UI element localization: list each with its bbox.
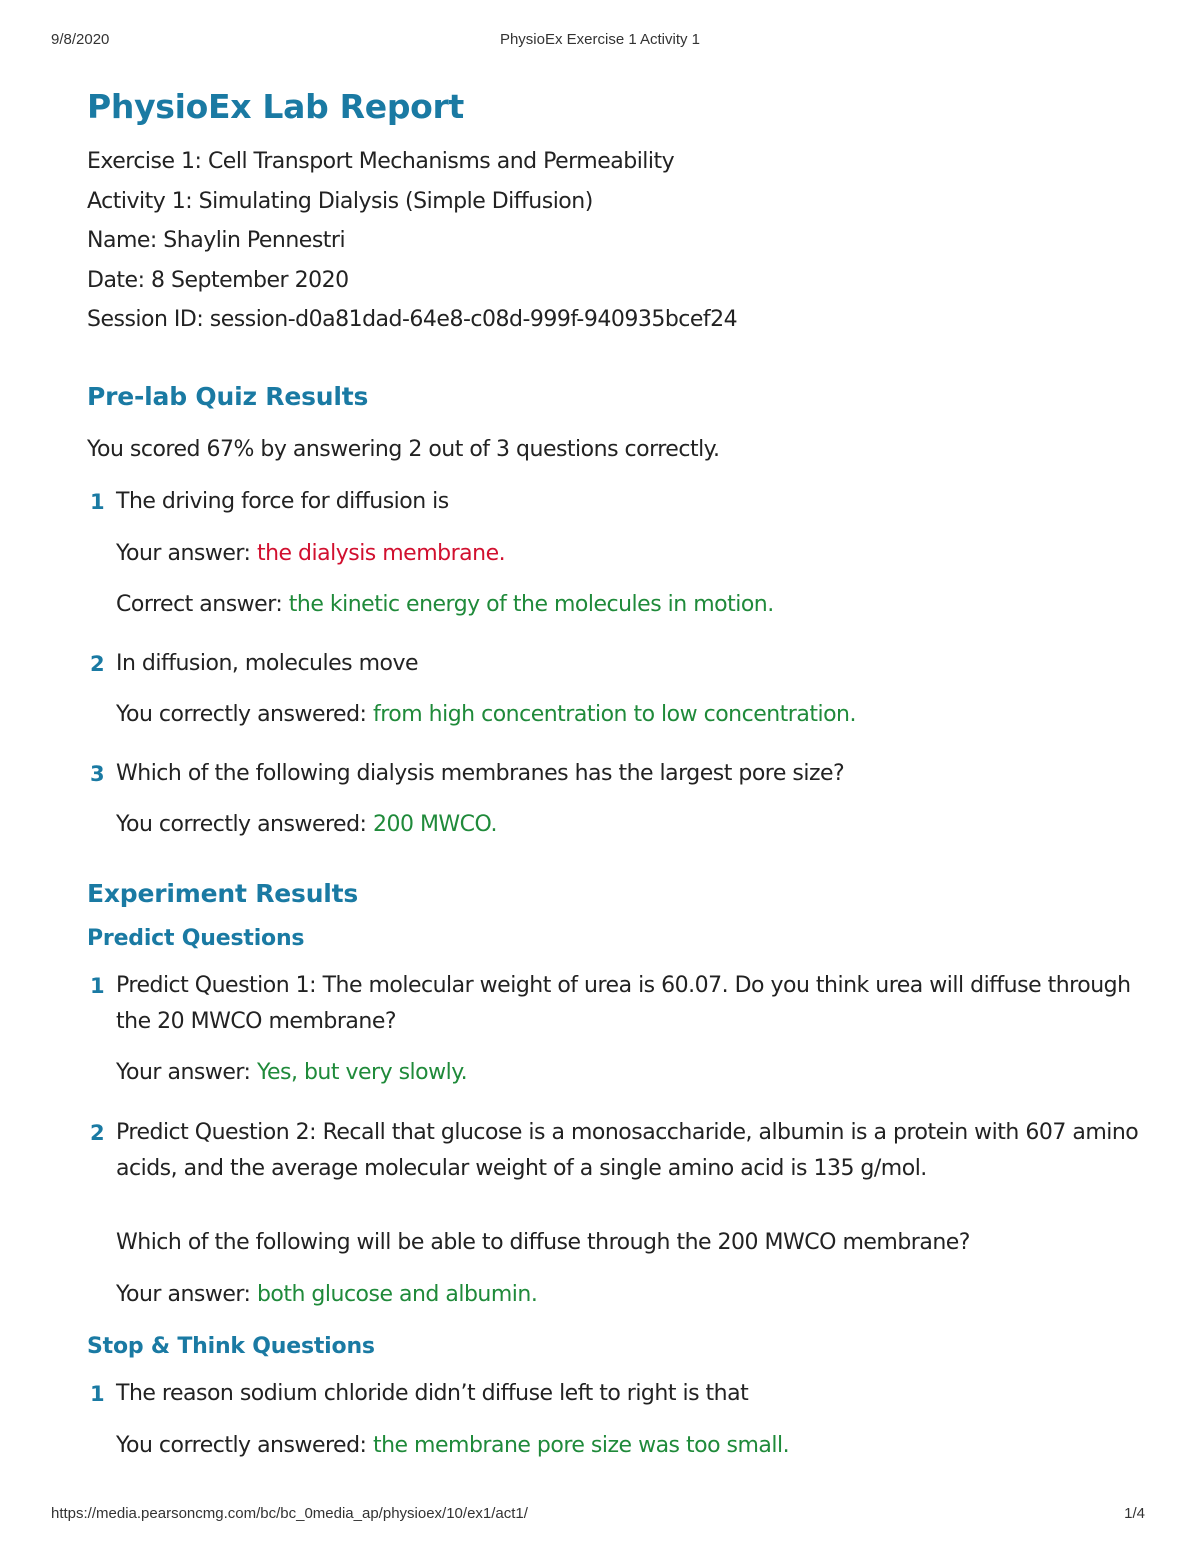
prelab-question-2 (87, 646, 1166, 682)
experiment-section (87, 879, 1137, 908)
answer-label: Correct answer: (116, 592, 289, 617)
date-line: Date: 8 September 2020 (87, 267, 349, 293)
answer-label: Your answer: (116, 1060, 257, 1085)
print-title: PhysioEx Exercise 1 Activity 1 (499, 31, 701, 48)
name-line: Name: Shaylin Pennestri (87, 228, 346, 253)
correct-answer-text: 200 MWCO. (372, 812, 497, 837)
question-followup: Which of the following will be able to diffuse through the 200 MWCO membrane? (116, 1230, 970, 1255)
question-number: 1 (90, 1382, 105, 1406)
print-header (0, 31, 1200, 51)
answer-label: You correctly answered: (116, 812, 373, 837)
question-text: Predict Question 1: The molecular weight of urea is 60.07. Do you think urea will diffuse through the 20 MWCO membrane? (116, 973, 1131, 1034)
lab-report (87, 84, 1137, 340)
page-title: PhysioEx Lab Report (87, 87, 464, 126)
answer-label: Your answer: (116, 541, 257, 566)
print-footer (0, 1505, 1200, 1525)
question-number: 3 (90, 762, 105, 786)
question-number: 2 (90, 1121, 105, 1145)
question-text: The driving force for diffusion is (116, 489, 449, 514)
correctly-answered (87, 807, 1166, 843)
stop-think-heading: Stop & Think Questions (87, 1334, 375, 1359)
exercise-line: Exercise 1: Cell Transport Mechanisms and Permeability (87, 149, 675, 174)
predict-question-2 (87, 1115, 1146, 1187)
predict-question-1 (87, 968, 1146, 1040)
prelab-score: You scored 67% by answering 2 out of 3 questions correctly. (87, 437, 720, 462)
question-text: In diffusion, molecules move (116, 651, 419, 676)
correct-answer-text: the kinetic energy of the molecules in motion. (288, 592, 774, 617)
prelab-question-3 (87, 756, 1166, 792)
answer-label: You correctly answered: (116, 1433, 373, 1458)
question-number: 1 (90, 490, 105, 514)
correct-answer-text: the membrane pore size was too small. (372, 1433, 790, 1458)
answer-label: Your answer: (116, 1282, 257, 1307)
correct-answer (87, 587, 1166, 623)
correctly-answered (87, 1428, 1166, 1464)
activity-line: Activity 1: Simulating Dialysis (Simple Diffusion) (87, 188, 593, 214)
stop-think-subsection (87, 1334, 1137, 1359)
page-url[interactable]: https://media.pearsoncmg.com/bc/bc_0media_ap/physioex/10/ex1/act1/ (51, 1505, 528, 1522)
your-answer (87, 536, 1166, 572)
correct-answer-text: from high concentration to low concentration. (372, 702, 856, 727)
predict-heading: Predict Questions (87, 926, 305, 951)
your-answer (87, 1055, 1166, 1091)
prelab-question-1 (87, 484, 1166, 520)
stop-think-question-1 (87, 1376, 1166, 1412)
answer-label: You correctly answered: (116, 702, 373, 727)
experiment-heading: Experiment Results (87, 879, 359, 908)
page-number: 1/4 (1124, 1505, 1145, 1522)
incorrect-answer: the dialysis membrane. (256, 541, 506, 566)
your-answer (87, 1277, 1166, 1313)
question-number: 1 (90, 974, 105, 998)
question-text: The reason sodium chloride didn’t diffuse left to right is that (116, 1381, 749, 1406)
question-text: Which of the following dialysis membranes has the largest pore size? (116, 761, 845, 786)
report-meta (87, 142, 1137, 340)
question-text: Predict Question 2: Recall that glucose is a monosaccharide, albumin is a protein with 607 amino acids, and the average molecular weight of a single amino acid is 135 g/mol. (116, 1120, 1139, 1181)
answer-text: both glucose and albumin. (256, 1282, 538, 1307)
session-line: Session ID: session-d0a81dad-64e8-c08d-999f-940935bcef24 (87, 307, 738, 332)
correctly-answered (87, 697, 1166, 733)
predict-subsection (87, 926, 1137, 951)
prelab-section (87, 382, 1137, 411)
print-date: 9/8/2020 (51, 31, 110, 48)
answer-text: Yes, but very slowly. (256, 1060, 468, 1085)
question-number: 2 (90, 652, 105, 676)
prelab-heading: Pre-lab Quiz Results (87, 382, 369, 411)
